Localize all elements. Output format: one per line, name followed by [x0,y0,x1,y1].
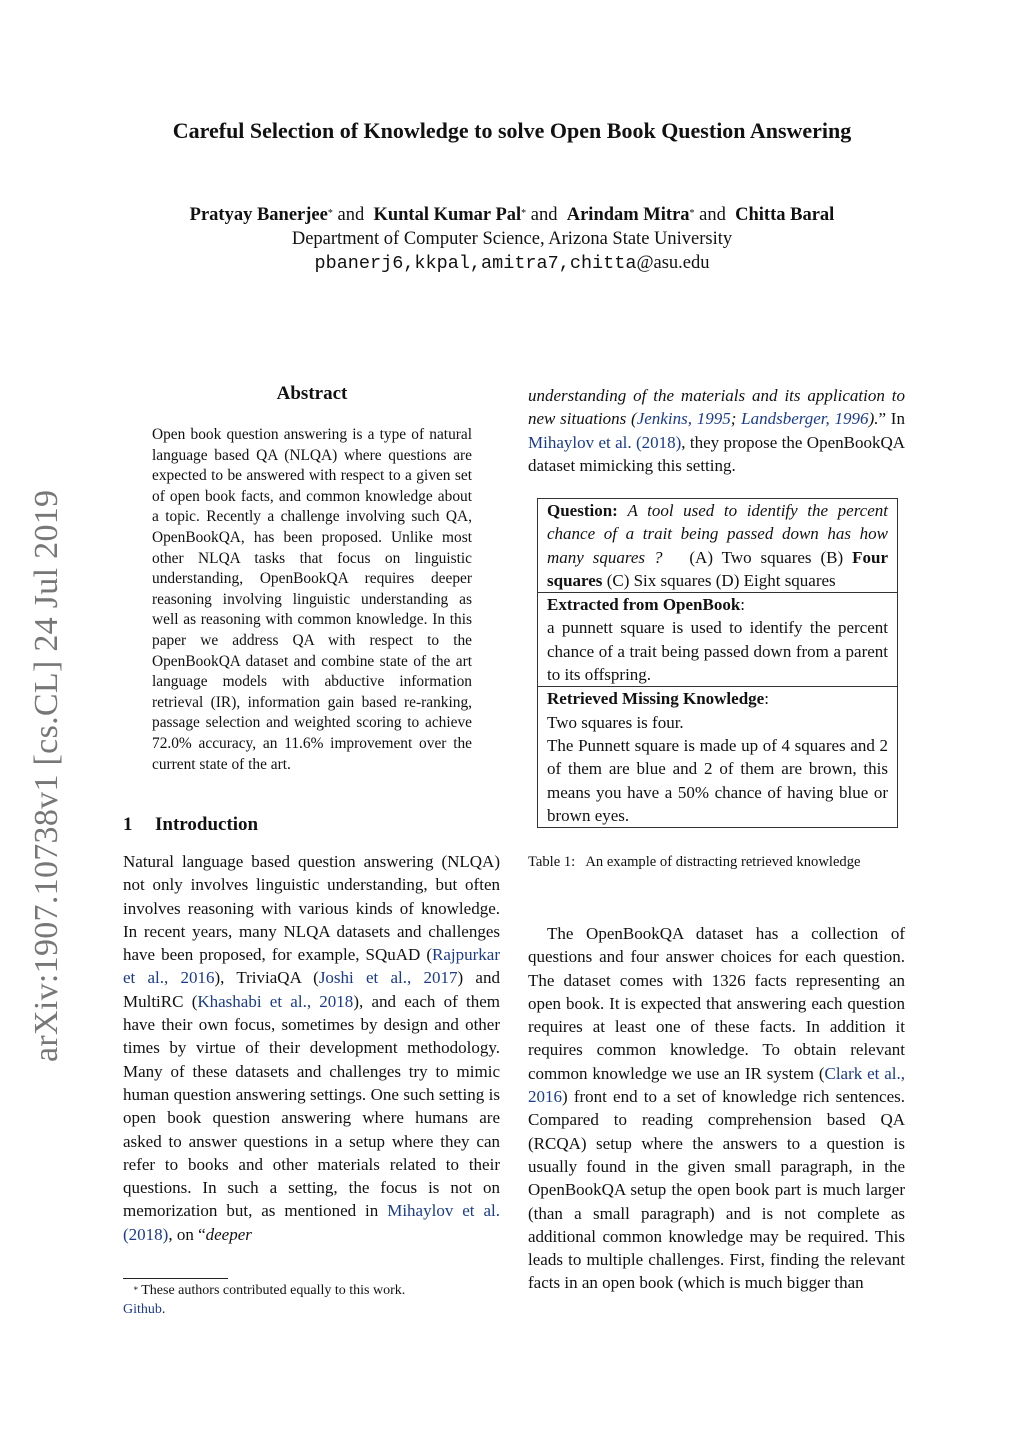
footnote [123,1281,500,1319]
answer-choices: (C) Six squares (D) Eight squares [606,570,836,590]
intro-paragraph [123,850,500,1246]
abstract-text: Open book question answering is a type of natural language based QA (NLQA) where questions are expected to be answered with respect to a given set of open book facts, and common knowledge about a topic. Recently a challenge involving such QA, OpenBookQA, has been proposed. Unlike most other NLQA tasks that focus on linguistic understanding, OpenBookQA requires deeper reasoning involving linguistic understanding as well as reasoning with common knowledge. In this paper we address QA with respect to the OpenBookQA dataset and combine state of the art language models with abductive information retrieval (IR), information gain based re-ranking, passage selection and weighted scoring to achieve 72.0% accuracy, an 11.6% improvement over the current state of the art. [152,426,472,773]
author-name: Pratyay Banerjee [189,205,328,225]
author-joiner: and [337,205,365,225]
citation-link[interactable]: Khashabi et al., 2018 [197,991,354,1011]
extracted-label: Extracted from OpenBook [547,595,741,615]
extracted-text: a punnett square is used to identify the percent chance of a trait being passed down from a parent to its offspring. [547,618,888,685]
email-domain: @asu.edu [636,253,710,273]
author-name: Arindam Mitra [566,205,690,225]
author-block [0,203,1024,276]
citation-link[interactable]: Mihaylov et al. (2018) [528,432,682,452]
caption-text: An example of distracting retrieved knowledge [585,854,861,870]
footnote-rule [123,1278,228,1279]
citation-link[interactable]: Joshi et al., 2017 [318,968,458,988]
email-line [0,251,1024,276]
author-joiner: and [530,205,558,225]
equal-contribution-mark: * [327,208,333,219]
section-heading [123,814,503,836]
intro-paragraph-continued [528,384,905,477]
equal-contribution-mark: * [689,208,695,219]
quote-text: ; [730,409,742,429]
github-link[interactable]: Github [123,1302,162,1317]
citation-text: Landsberger, 1996 [741,409,869,429]
retrieved-label: Retrieved Missing Knowledge [547,689,765,709]
extracted-cell [538,592,897,686]
quote-text: deeper [205,1224,252,1244]
equal-contribution-mark: * [521,208,527,219]
citation-link[interactable] [741,409,868,428]
question-text: A tool used to identify the percent chance of a trait being passed down has how many squares ? [547,501,888,567]
question-cell [538,499,897,592]
body-text: , on “ [168,1224,206,1244]
author-joiner: and [699,205,726,225]
affiliation: Department of Computer Science, Arizona State University [291,229,733,249]
body-text: The OpenBookQA dataset has a collection of questions and four answer choices for each question. The dataset comes with 1326 facts representing an open book. It is expected that answering each question requires at least one of these facts. In addition it requires common knowledge. To obtain relevant common knowledge we use an IR system ( [528,924,905,1083]
body-text: ), and each of them have their own focus, sometimes by design and other times by virtue of their development methodology. Many of these datasets and challenges try to mimic human question answering settings. One such setting is open book question answering where humans are asked to answer questions in a setup where they can refer to books and other materials related to their questions. In such a setting, the focus is not on memorization but, as mentioned in [123,991,500,1221]
retrieved-cell [538,686,897,827]
arxiv-stamp: arXiv:1907.10738v1 [cs.CL] 24 Jul 2019 [28,489,65,1062]
question-label: Question: [547,501,618,520]
citation-link[interactable]: Clark et al., 2016 [528,1063,905,1107]
body-text: ” In [878,409,905,429]
section-title: Introduction [155,814,259,835]
citation-link[interactable]: Mihaylov et al. (2018) [123,1201,500,1244]
correct-answer: Four squares [547,547,889,590]
answer-choices: (A) Two squares (B) [689,547,844,567]
body-paragraph [528,922,905,1295]
table-caption [528,852,905,873]
paper-title: Careful Selection of Knowledge to solve Open Book Question Answering [172,118,852,143]
email-users: pbanerj6,kkpal,amitra7,chitta [314,253,637,274]
retrieved-line: Two squares is four. [547,712,684,732]
citation-link[interactable] [637,409,731,428]
retrieved-line: The Punnett square is made up of 4 squares and 2 of them are blue and 2 of them are brown, this means you have a 50% chance of having blue or brown eyes. [547,735,888,825]
section-number: 1 [123,814,133,835]
author-name: Kuntal Kumar Pal [373,205,522,225]
author-name: Chitta Baral [735,205,835,225]
abstract-heading: Abstract [276,383,348,404]
author-names [0,203,1024,227]
caption-label: Table 1: [528,854,576,870]
body-text: , they propose the OpenBookQA dataset mimicking this setting. [528,432,906,475]
body-text: ) front end to a set of knowledge rich sentences. Compared to reading comprehension based QA (RCQA) setup where the answers to a question is usually found in the given small paragraph, in the OpenBookQA setup the open book part is much larger (than a small paragraph) and is not complete as additional common knowledge may be required. This leads to multiple challenges. First, finding the relevant facts in an open book (which is much bigger than [528,1087,905,1293]
label-colon: : [740,595,746,615]
label-colon: : [764,689,769,709]
citation-link[interactable]: Rajpurkar et al., 2016 [123,945,500,988]
footnote-end: . [161,1302,166,1317]
body-text: Natural language based question answering (NLQA) not only involves linguistic understanding, but often involves reasoning with various kinds of knowledge. In recent years, many NLQA datasets and challenges have been proposed, for example, SQuAD ( [123,852,500,965]
body-text: ) and MultiRC ( [123,968,500,1011]
citation-text: Jenkins, 1995 [636,409,731,429]
example-table [537,498,898,828]
footnote-mark: * [133,1285,138,1295]
quote-text: understanding of the materials and its application to new situations ( [528,386,905,429]
body-text: ), TriviaQA ( [214,968,319,988]
quote-text: ). [868,409,879,429]
footnote-text: These authors contributed equally to this work. [141,1283,406,1298]
